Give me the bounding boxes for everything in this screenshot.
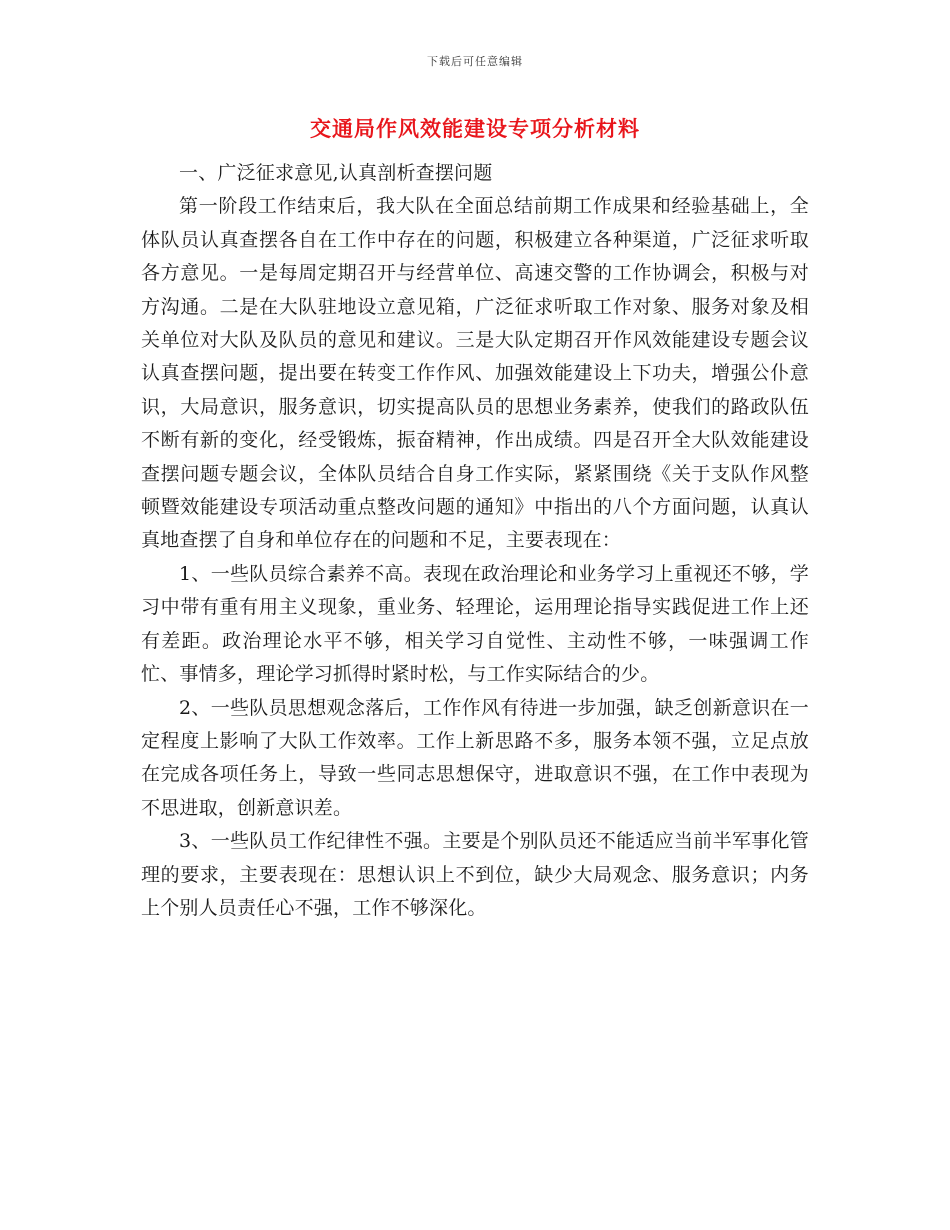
body-paragraph: 1、一些队员综合素养不高。表现在政治理论和业务学习上重视还不够，学习中带有重有用主义现象，重业务、轻理论，运用理论指导实践促进工作上还有差距。政治理论水平不够，相关学习自觉性、主动性不够，一味强调工作忙、事情多，理论学习抓得时紧时松，与工作实际结合的少。 xyxy=(141,562,809,686)
body-paragraph: 3、一些队员工作纪律性不强。主要是个别队员还不能适应当前半军事化管理的要求，主要表现在：思想认识上不到位，缺少大局观念、服务意识；内务上个别人员责任心不强，工作不够深化。 xyxy=(141,830,809,919)
document-body xyxy=(141,157,809,925)
page-header-note: 下载后可任意编辑 xyxy=(427,55,523,68)
section-heading: 一、广泛征求意见,认真剖析查摆问题 xyxy=(179,162,493,184)
body-paragraph: 第一阶段工作结束后，我大队在全面总结前期工作成果和经验基础上，全体队员认真查摆各自在工作中存在的问题，积极建立各种渠道，广泛征求听取各方意见。一是每周定期召开与经营单位、高速交警的工作协调会，积极与对方沟通。二是在大队驻地设立意见箱，广泛征求听取工作对象、服务对象及相关单位对大队及队员的意见和建议。三是大队定期召开作风效能建设专题会议认真查摆问题，提出要在转变工作作风、加强效能建设上下功夫，增强公仆意识，大局意识，服务意识，切实提高队员的思想业务素养，使我们的路政队伍不断有新的变化，经受锻炼，振奋精神，作出成绩。四是召开全大队效能建设查摆问题专题会议，全体队员结合自身工作实际，紧紧围绕《关于支队作风整顿暨效能建设专项活动重点整改问题的通知》中指出的八个方面问题，认真认真地查摆了自身和单位存在的问题和不足，主要表现在： xyxy=(141,195,809,552)
document-title: 交通局作风效能建设专项分析材料 xyxy=(310,116,640,141)
body-paragraph: 2、一些队员思想观念落后，工作作风有待进一步加强，缺乏创新意识在一定程度上影响了大队工作效率。工作上新思路不多，服务本领不强，立足点放在完成各项任务上，导致一些同志思想保守，进取意识不强，在工作中表现为不思进取，创新意识差。 xyxy=(141,696,809,819)
